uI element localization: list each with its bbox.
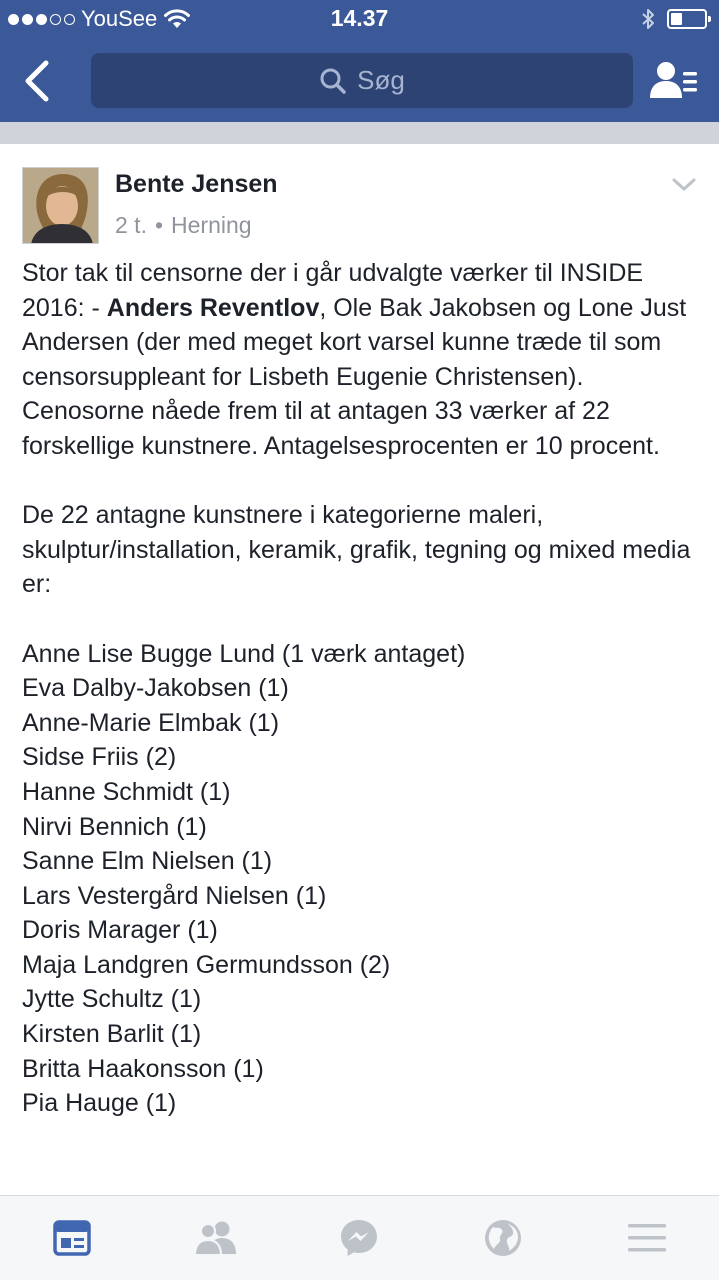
post-options-button[interactable] (671, 176, 697, 194)
search-input[interactable] (91, 53, 633, 108)
post-paragraph: Cenosorne nåede frem til at antagen 33 værker af 22 forskellige kunstnere. Antagelsesprocenten er 10 procent. (22, 397, 660, 460)
friend-requests-button[interactable] (649, 60, 699, 102)
bottom-tab-bar (0, 1195, 719, 1280)
tab-notifications[interactable] (431, 1196, 575, 1280)
post-paragraph: De 22 antagne kunstnere i kategorierne maleri, skulptur/installation, keramik, grafik, tegning og mixed media er: (22, 501, 698, 599)
top-header (0, 0, 719, 122)
artist-line: Hanne Schmidt (1) (22, 777, 231, 806)
battery-level (671, 13, 682, 25)
search-placeholder: Søg (357, 65, 405, 95)
post-paragraph (22, 259, 692, 391)
artist-line: Anne-Marie Elmbak (1) (22, 708, 280, 737)
artist-line: Lars Vestergård Nielsen (1) (22, 881, 327, 910)
post-time[interactable]: 2 t. (115, 212, 147, 238)
tagged-person-link[interactable]: Anders Reventlov (106, 293, 320, 322)
friend-requests-icon (649, 60, 699, 102)
post-text-segment: , Ole Bak Jakobsen og Lone Just Andersen (der med meget kort varsel kunne træde til som censorsuppleant for Lisbeth Eugenie Christensen). (22, 293, 692, 391)
post-author[interactable]: Bente Jensen (115, 170, 278, 198)
status-bar (0, 0, 719, 40)
status-right (641, 7, 707, 31)
post-meta (115, 212, 252, 239)
meta-separator: • (154, 212, 164, 238)
artist-line: Maja Landgren Germundsson (2) (22, 950, 391, 979)
back-button[interactable] (18, 58, 58, 104)
tab-menu[interactable] (575, 1196, 719, 1280)
artist-line: Britta Haakonsson (1) (22, 1054, 264, 1083)
battery-icon (667, 9, 707, 29)
tab-friends[interactable] (144, 1196, 288, 1280)
post-body (22, 256, 702, 1121)
post-location[interactable]: Herning (171, 212, 252, 238)
tab-messenger[interactable] (288, 1196, 432, 1280)
clock: 14.37 (330, 5, 389, 31)
artist-line: Sanne Elm Nielsen (1) (22, 847, 273, 876)
chevron-down-icon (671, 176, 697, 194)
messenger-icon (339, 1218, 379, 1258)
friends-icon (193, 1220, 239, 1256)
artist-line: Pia Hauge (1) (22, 1089, 177, 1118)
artist-line: Eva Dalby-Jakobsen (1) (22, 674, 289, 703)
tab-news-feed[interactable] (0, 1196, 144, 1280)
chevron-left-icon (18, 58, 58, 104)
bluetooth-icon (641, 7, 655, 31)
globe-icon (483, 1218, 523, 1258)
post-card (0, 144, 719, 1195)
profile-photo (23, 168, 99, 244)
carrier-name: YouSee (81, 6, 158, 31)
feed-separator (0, 122, 719, 144)
artist-line: Anne Lise Bugge Lund (1 værk antaget) (22, 639, 466, 668)
avatar[interactable] (22, 167, 99, 244)
artist-line: Doris Marager (1) (22, 916, 218, 945)
navigation-bar (0, 48, 719, 114)
news-feed-icon (53, 1219, 91, 1257)
post-text-segment: Stor tak til censorne der i går udvalgte værker til INSIDE 2016: - (22, 259, 651, 322)
search-icon (319, 67, 347, 95)
artist-line: Jytte Schultz (1) (22, 985, 202, 1014)
artist-line: Kirsten Barlit (1) (22, 1020, 202, 1049)
artist-line: Sidse Friis (2) (22, 743, 177, 772)
menu-icon (627, 1221, 667, 1255)
artist-line: Nirvi Bennich (1) (22, 812, 207, 841)
